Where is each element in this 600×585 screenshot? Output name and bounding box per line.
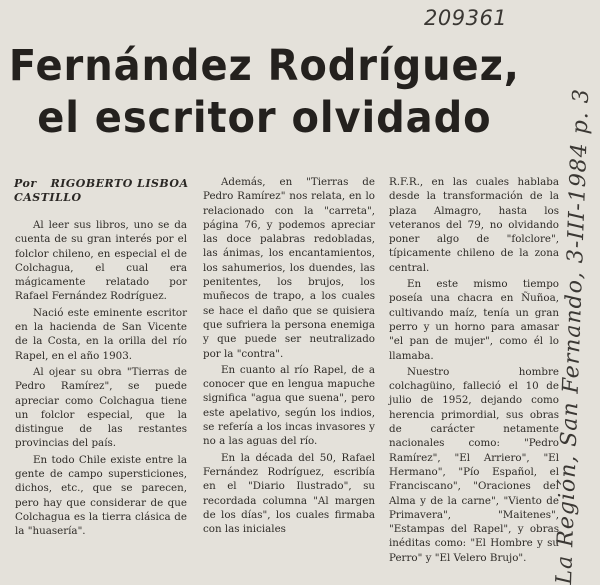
paragraph: En todo Chile existe entre la gente de campo supersticiones, dichos, etc., que se parecen, pero hay que considerar de que Colchagua es la tierra clásica de la "huasería". <box>15 453 187 538</box>
paragraph: Nació este eminente escritor en la hacienda de San Vicente de la Costa, en la orilla del río Rapel, en el año 1903. <box>15 306 187 362</box>
paragraph: Al ojear su obra "Tierras de Pedro Ramírez", se puede apreciar como Colchagua tiene un folclor especial, que la distingue de las restantes provincias del país. <box>15 365 187 450</box>
handwritten-source-note: La Región, San Fernando, 3-III-1984 p. 3 <box>552 87 595 585</box>
paragraph: Nuestro hombre colchagüino, falleció el 10 de julio de 1952, dejando como herencia primordial, sus obras de carácter netamente nacionales como: "Pedro Ramírez", "El Arriero", "El Hermano", "Pío Español, el Franciscano", "Oraciones del Alma y de la carne", "Viento de Primavera", "Maitenes", "Estampas del Rapel", y obras inéditas como: "El Hombre y su Perro" y "El Velero Brujo". <box>389 365 559 564</box>
paragraph: En cuanto al río Rapel, de a conocer que en lengua mapuche significa "agua que suena", pero este apelativo, según los indios, se refería a los incas invasores y no a las aguas del río. <box>203 363 375 448</box>
byline-author: RIGOBERTO LISBOA CASTILLO <box>14 177 189 204</box>
headline: Fernández Rodríguez, el escritor olvidado <box>8 41 520 143</box>
paragraph: Además, en "Tierras de Pedro Ramírez" nos relata, en lo relacionado con la "carreta", página 76, y podemos apreciar las doce palabras redobladas, las ánimas, los encantamientos, los sahumerios, los duendes, las penitentes, los brujos, los muñecos de trapo, a los cuales se hace el daño que se quisiera que sufriera la persona enemiga y que puede ser neutralizado por la "contra". <box>203 176 375 360</box>
paragraph: R.F.R., en las cuales hablaba desde la transformación de la plaza Almagro, hasta los veteranos del 79, no olvidando poner algo de "folclore", típicamente chileno de la zona central. <box>389 176 559 274</box>
byline-prefix: Por <box>14 177 37 190</box>
clipping-id: 209361 <box>424 6 508 30</box>
byline <box>14 177 194 205</box>
paragraph: Al leer sus libros, uno se da cuenta de su gran interés por el folclor chileno, en especial el de Colchagua, el cual era mágicamente relatado por Rafael Fernández Rodríguez. <box>15 219 187 303</box>
paragraph: En la década del 50, Rafael Fernández Rodríguez, escribía en el "Diario Ilustrado", su recordada columna "Al margen de los días", los cuales firmaba con las iniciales <box>203 451 375 536</box>
article-column-1 <box>15 218 187 539</box>
article-column-2 <box>203 175 375 536</box>
paragraph: En este mismo tiempo poseía una chacra en Ñuñoa, cultivando maíz, tenía un gran perro y un horno para amasar "el pan de mujer", como él lo llamaba. <box>389 278 559 362</box>
article-column-3 <box>389 175 559 565</box>
